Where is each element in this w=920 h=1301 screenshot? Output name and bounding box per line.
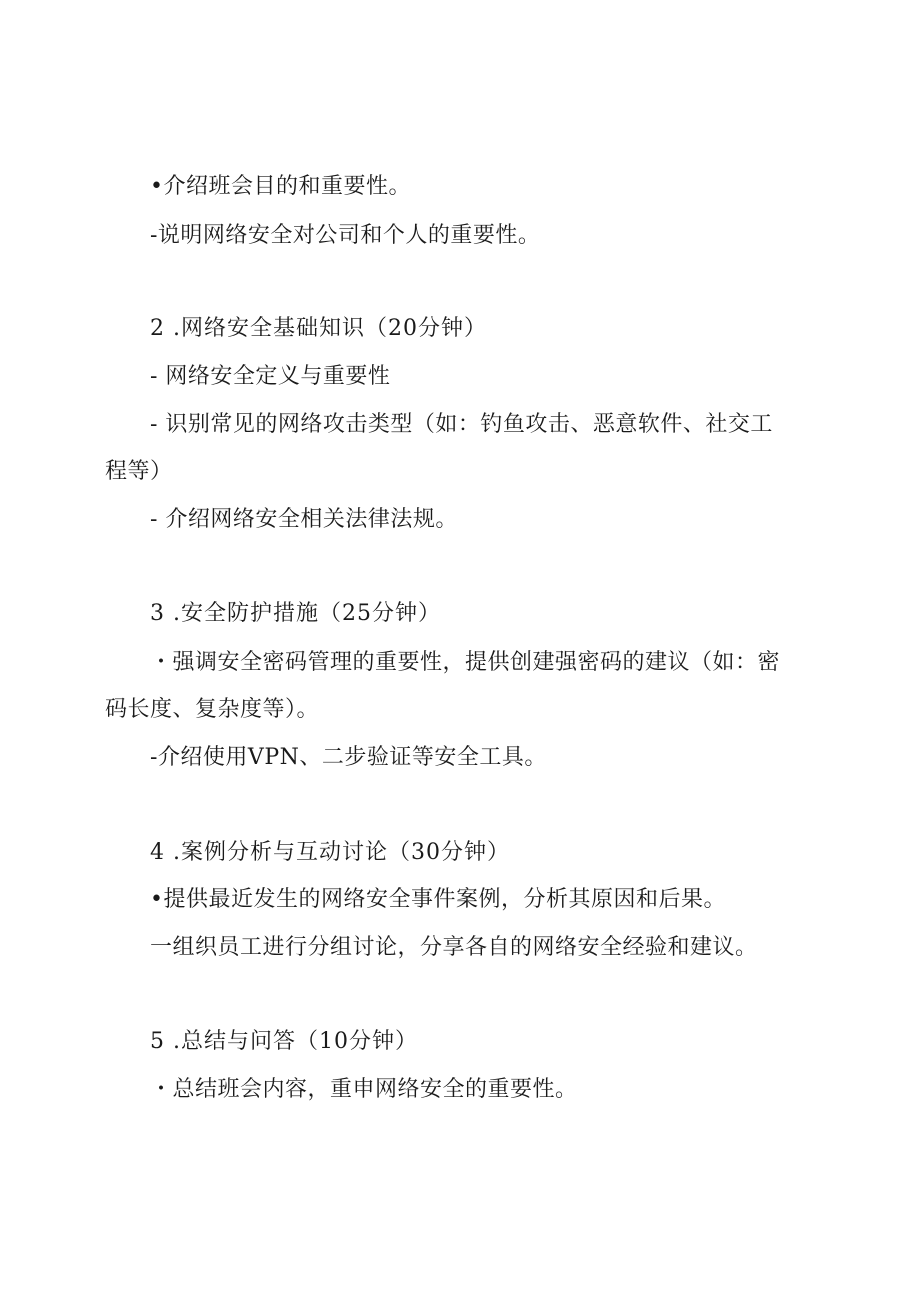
section-3-item-2: -介绍使用VPN、二步验证等安全工具。 bbox=[150, 745, 547, 770]
intro-bullet-line: •介绍班会目的和重要性。 bbox=[150, 174, 411, 199]
section-4-item-1: •提供最近发生的网络安全事件案例，分析其原因和后果。 bbox=[150, 887, 726, 912]
section-3-heading: 3 .安全防护措施（25分钟） bbox=[150, 601, 441, 626]
section-5-item-1: ・总结班会内容，重申网络安全的重要性。 bbox=[150, 1077, 578, 1102]
section-2-item-1: - 网络安全定义与重要性 bbox=[150, 364, 391, 389]
section-5-heading: 5 .总结与问答（10分钟） bbox=[150, 1029, 418, 1054]
section-2-item-2: - 识别常见的网络攻击类型（如：钓鱼攻击、恶意软件、社交工 bbox=[150, 412, 773, 437]
section-2-heading: 2 .网络安全基础知识（20分钟） bbox=[150, 316, 487, 341]
section-2-item-3: - 介绍网络安全相关法律法规。 bbox=[150, 507, 458, 532]
intro-dash-line: -说明网络安全对公司和个人的重要性。 bbox=[150, 223, 541, 248]
section-4-item-2: 一组织员工进行分组讨论，分享各自的网络安全经验和建议。 bbox=[150, 935, 758, 960]
section-3-item-1: ・强调安全密码管理的重要性，提供创建强密码的建议（如：密 bbox=[150, 650, 781, 675]
section-4-heading: 4 .案例分析与互动讨论（30分钟） bbox=[150, 840, 510, 865]
section-3-item-1-continued: 码长度、复杂度等）。 bbox=[105, 697, 320, 722]
section-2-item-2-continued: 程等） bbox=[105, 459, 173, 484]
